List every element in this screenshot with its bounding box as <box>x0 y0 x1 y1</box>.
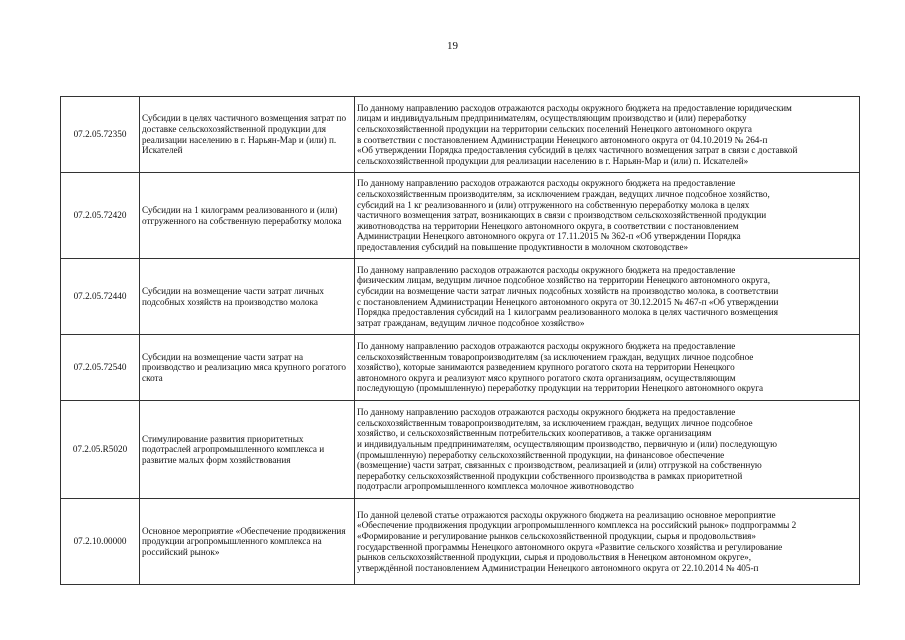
table-row <box>61 499 860 585</box>
description-line: затрат гражданам, ведущим личное подсобное хозяйство» <box>357 317 585 328</box>
target-article-code: 07.2.05.72440 <box>61 259 140 335</box>
table-body <box>61 97 860 585</box>
description-line: сельскохозяйственным товаропроизводителям, за исключением граждан, ведущих личное подсобное <box>357 417 753 428</box>
description-line: хозяйство), которые занимаются разведением крупного рогатого скота на территории Ненецкого <box>357 362 735 373</box>
description-line: автономного округа и реализуют мясо крупного рогатого скота организациям, осуществляющим <box>357 372 736 383</box>
description-line: хозяйство, и сельскохозяйственным потребительских кооперативов, а также организациям <box>357 428 712 439</box>
target-article-code: 07.2.05.R5020 <box>61 401 140 499</box>
description-line: По данному направлению расходов отражаются расходы окружного бюджета на предоставление <box>357 178 736 189</box>
target-article-name: Субсидии на возмещение части затрат на производство и реализацию мяса крупного рогатого скота <box>140 335 355 401</box>
description-line: рынков сельскохозяйственной продукции, сырья и продовольствия в Ненецком автономном округе», <box>357 552 752 563</box>
target-article-name: Стимулирование развития приоритетных подотраслей агропромышленного комплекса и развитие малых форм хозяйствования <box>140 401 355 499</box>
table-row <box>61 259 860 335</box>
table-row <box>61 335 860 401</box>
description-line: переработку сельскохозяйственной продукции собственного производства в рамках приоритетной <box>357 470 743 481</box>
description-line: По данному направлению расходов отражаются расходы окружного бюджета на предоставление юридическим <box>357 102 792 113</box>
table-row <box>61 173 860 259</box>
description-line: Администрации Ненецкого автономного округа от 17.11.2015 № 362-п «Об утверждении Порядка <box>357 231 741 242</box>
description-line: субсидий на 1 кг реализованного и (или) отгруженного на собственную переработку молока в целях <box>357 199 750 210</box>
target-article-code: 07.2.05.72350 <box>61 97 140 173</box>
table-row <box>61 401 860 499</box>
description-line: «Об утверждении Порядка предоставления субсидий в целях частичного возмещения затрат в связи с доставкой <box>357 145 798 156</box>
description-line: «Обеспечение продвижения продукции агропромышленного комплекса на российский рынок» подпрограммы 2 <box>357 520 797 531</box>
description-line: По данному направлению расходов отражаются расходы окружного бюджета на предоставление <box>357 407 736 418</box>
description-line: Порядка предоставления субсидий на 1 килограмм реализованного молока в целях частичного возмещения <box>357 307 778 318</box>
description-line: животноводства на территории Ненецкого автономного округа, в соответствии с постановлением <box>357 220 739 231</box>
description-line: подотрасли агропромышленного комплекса молочное животноводство <box>357 481 634 492</box>
description-line: сельскохозяйственной продукции на территории сельских поселений Ненецкого автономного округа <box>357 123 752 134</box>
description-line: с постановлением Администрации Ненецкого автономного округа от 30.12.2015 № 467-п «Об утверждении <box>357 296 779 307</box>
description-line: сельскохозяйственным товаропроизводителям (за исключением граждан, ведущих личное подсобное <box>357 351 754 362</box>
description-line: последующую (промышленную) переработку продукции на территории Ненецкого автономного округа <box>357 383 764 394</box>
description-line: субсидии на возмещение части затрат личных подсобных хозяйств на производство молока, в соответствии <box>357 285 779 296</box>
target-article-code: 07.2.10.00000 <box>61 499 140 585</box>
description-line: По данной целевой статье отражаются расходы окружного бюджета на реализацию основное мероприятие <box>357 509 776 520</box>
description-line: физическим лицам, ведущим личное подсобное хозяйство на территории Ненецкого автономного округа, <box>357 275 771 286</box>
target-article-code: 07.2.05.72540 <box>61 335 140 401</box>
expense-description <box>355 499 860 585</box>
description-line: сельскохозяйственным производителям, за исключением граждан, ведущих личное подсобное хозяйство, <box>357 189 770 200</box>
expense-description <box>355 173 860 259</box>
budget-classification-table <box>60 96 860 585</box>
description-line: утверждённой постановлением Администрации Ненецкого автономного округа от 22.10.2014 № 405-п <box>357 562 759 573</box>
description-line: в соответствии с постановлением Администрации Ненецкого автономного округа от 04.10.2019 № 264-п <box>357 134 768 145</box>
target-article-name: Субсидии на возмещение части затрат личных подсобных хозяйств на производство молока <box>140 259 355 335</box>
expense-description <box>355 335 860 401</box>
description-line: предоставления субсидий на повышение продуктивности в молочном скотоводстве» <box>357 241 689 252</box>
description-line: «Формирование и регулирование рынков сельскохозяйственной продукции, сырья и продовольствия» <box>357 530 756 541</box>
description-line: лицам и индивидуальным предпринимателям, осуществляющим производство и (или) переработку <box>357 113 747 124</box>
description-line: По данному направлению расходов отражаются расходы окружного бюджета на предоставление <box>357 264 736 275</box>
table-row <box>61 97 860 173</box>
description-line: (промышленную) переработку сельскохозяйственной продукции, на финансовое обеспечение <box>357 449 725 460</box>
description-line: и индивидуальным предпринимателям, осуществляющим производство, первичную и (или) последующую <box>357 438 778 449</box>
description-line: частичного возмещения затрат, возникающих в связи с производством сельскохозяйственной продукции <box>357 210 767 221</box>
description-line: сельскохозяйственной продукции для реализации населению в г. Нарьян-Мар и (или) п. Искателей» <box>357 155 749 166</box>
expense-description <box>355 97 860 173</box>
description-line: По данному направлению расходов отражаются расходы окружного бюджета на предоставление <box>357 341 736 352</box>
description-line: (возмещение) части затрат, связанных с производством, реализацией и (или) отгрузкой на собственную <box>357 460 762 471</box>
expense-description <box>355 259 860 335</box>
target-article-name: Субсидии в целях частичного возмещения затрат по доставке сельскохозяйственной продукции для реализации населению в г. Нарьян-Мар и (или) п. Искателей <box>140 97 355 173</box>
target-article-name: Основное мероприятие «Обеспечение продвижения продукции агропромышленного комплекса на российский рынок» <box>140 499 355 585</box>
page-number: 19 <box>447 40 458 52</box>
expense-description <box>355 401 860 499</box>
target-article-name: Субсидии на 1 килограмм реализованного и (или) отгруженного на собственную переработку молока <box>140 173 355 259</box>
description-line: государственной программы Ненецкого автономного округа «Развитие сельского хозяйства и регулирование <box>357 541 783 552</box>
target-article-code: 07.2.05.72420 <box>61 173 140 259</box>
